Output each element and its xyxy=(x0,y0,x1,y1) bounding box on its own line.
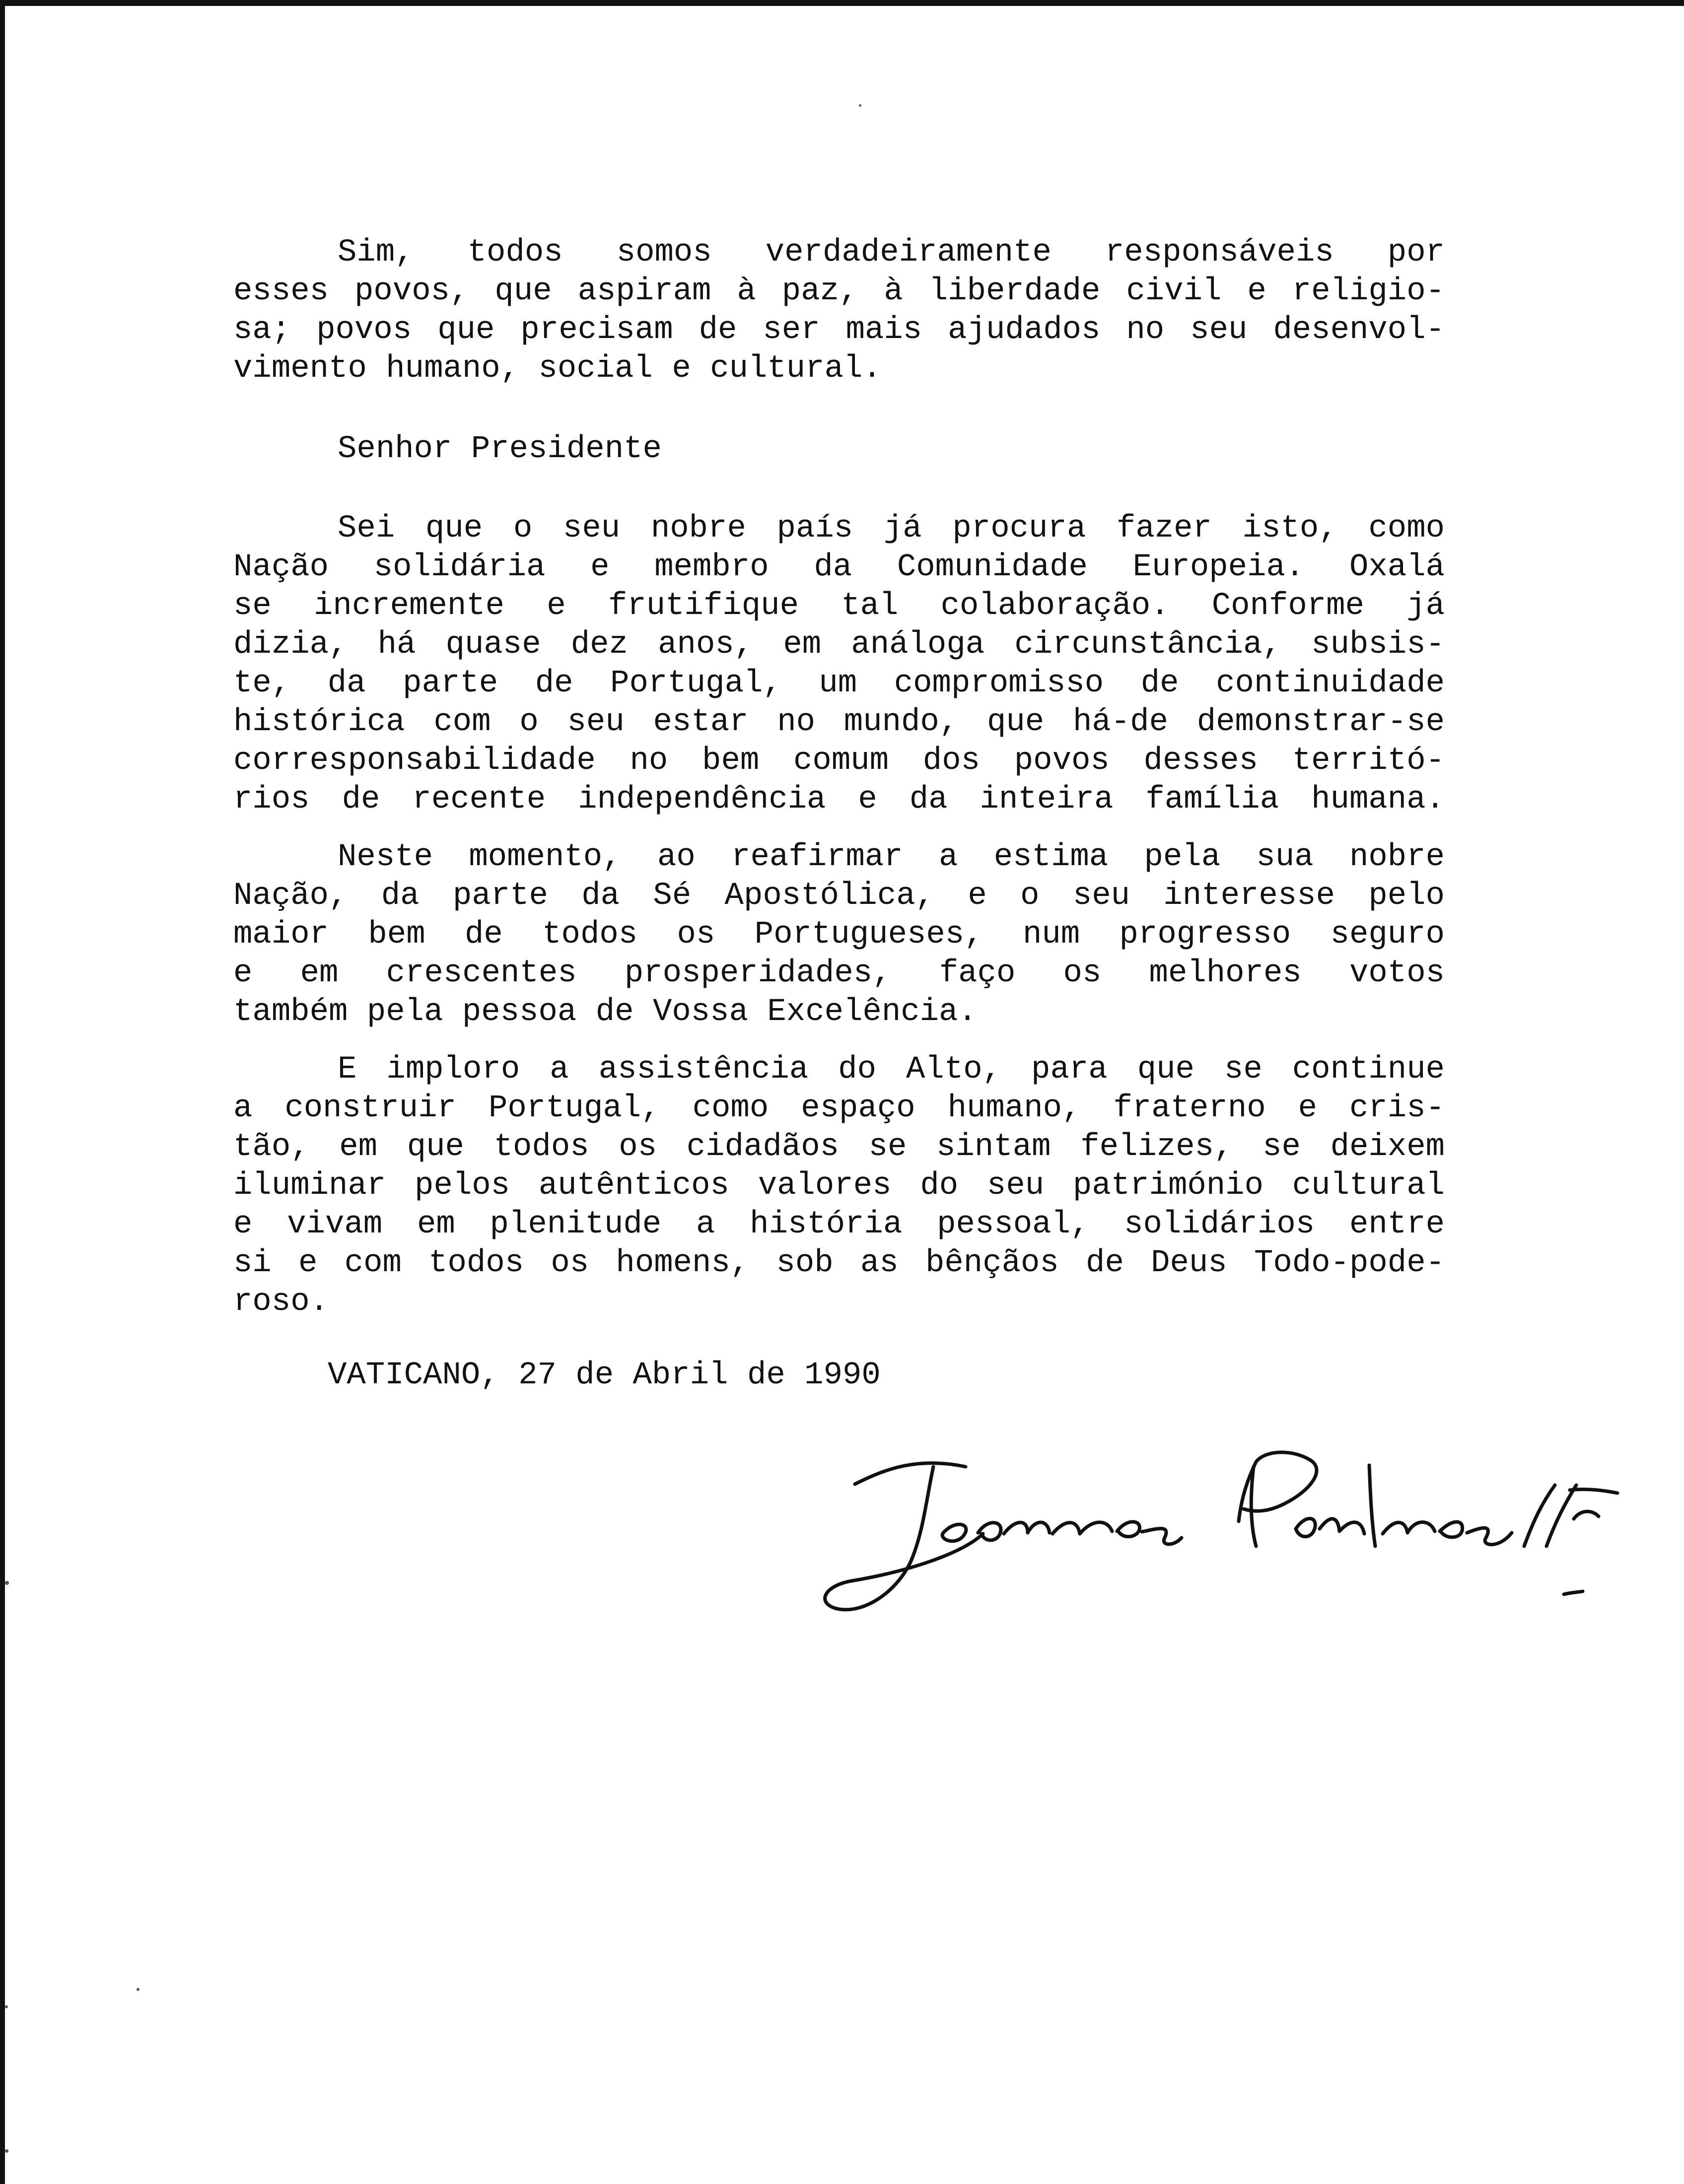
paragraph-line: sa; povos que precisam de ser mais ajudados no seu desenvol- xyxy=(233,312,1445,348)
paragraph-line: maior bem de todos os Portugueses, num progresso seguro xyxy=(233,917,1445,953)
paragraph-line: E imploro a assistência do Alto, para que se continue xyxy=(338,1052,1445,1088)
paragraph-cooperation xyxy=(233,509,1445,819)
paragraph-line: esses povos, que aspiram à paz, à liberdade civil e religio- xyxy=(233,273,1445,309)
scan-speck xyxy=(5,2005,8,2008)
scan-top-border xyxy=(0,0,1684,6)
paragraph-line: também pela pessoa de Vossa Excelência. xyxy=(233,994,977,1030)
paragraph-line: si e com todos os homens, sob as bênçãos de Deus Todo-pode- xyxy=(233,1245,1445,1281)
scan-left-border xyxy=(0,0,5,2184)
paragraph-line: te, da parte de Portugal, um compromisso de continuidade xyxy=(233,666,1445,701)
paragraph-line: Nação, da parte da Sé Apostólica, e o seu interesse pelo xyxy=(233,878,1445,914)
scan-speck xyxy=(5,2149,8,2153)
paragraph-line: dizia, há quase dez anos, em análoga circunstância, subsis- xyxy=(233,627,1445,663)
paragraph-line: e em crescentes prosperidades, faço os melhores votos xyxy=(233,956,1445,991)
scan-speck xyxy=(137,1988,140,1991)
place-date-line: VATICANO, 27 de Abril de 1990 xyxy=(328,1358,881,1393)
paragraph-line: Sei que o seu nobre país já procura fazer isto, como xyxy=(338,511,1445,546)
paragraph-line: tão, em que todos os cidadãos se sintam felizes, se deixem xyxy=(233,1129,1445,1165)
paragraph-line: rios de recente independência e da inteira família humana. xyxy=(233,782,1445,818)
paragraph-blessing xyxy=(233,1050,1445,1321)
paragraph-line: Sim, todos somos verdadeiramente responsáveis por xyxy=(338,235,1445,271)
paragraph-line: roso. xyxy=(233,1284,329,1320)
paragraph-line: vimento humano, social e cultural. xyxy=(233,351,882,387)
paragraph-line: e vivam em plenitude a história pessoal, solidários entre xyxy=(233,1207,1445,1242)
paragraph-responsibility xyxy=(233,233,1445,388)
handwritten-signature-image xyxy=(814,1444,1618,1633)
paragraph-line: Neste momento, ao reafirmar a estima pela sua nobre xyxy=(338,839,1445,875)
letter-body xyxy=(233,233,1445,1395)
scan-speck xyxy=(5,1581,9,1585)
paragraph-esteem xyxy=(233,838,1445,1031)
salutation: Senhor Presidente xyxy=(338,431,662,467)
paragraph-line: iluminar pelos autênticos valores do seu património cultural xyxy=(233,1168,1445,1204)
paragraph-line: se incremente e frutifique tal colaboração. Conforme já xyxy=(233,588,1445,624)
paragraph-line: corresponsabilidade no bem comum dos povos desses territó- xyxy=(233,743,1445,779)
paragraph-line: Nação solidária e membro da Comunidade Europeia. Oxalá xyxy=(233,549,1445,585)
scan-speck xyxy=(859,104,861,107)
paragraph-line: a construir Portugal, como espaço humano, fraterno e cris- xyxy=(233,1091,1445,1126)
paragraph-line: histórica com o seu estar no mundo, que há-de demonstrar-se xyxy=(233,704,1445,740)
